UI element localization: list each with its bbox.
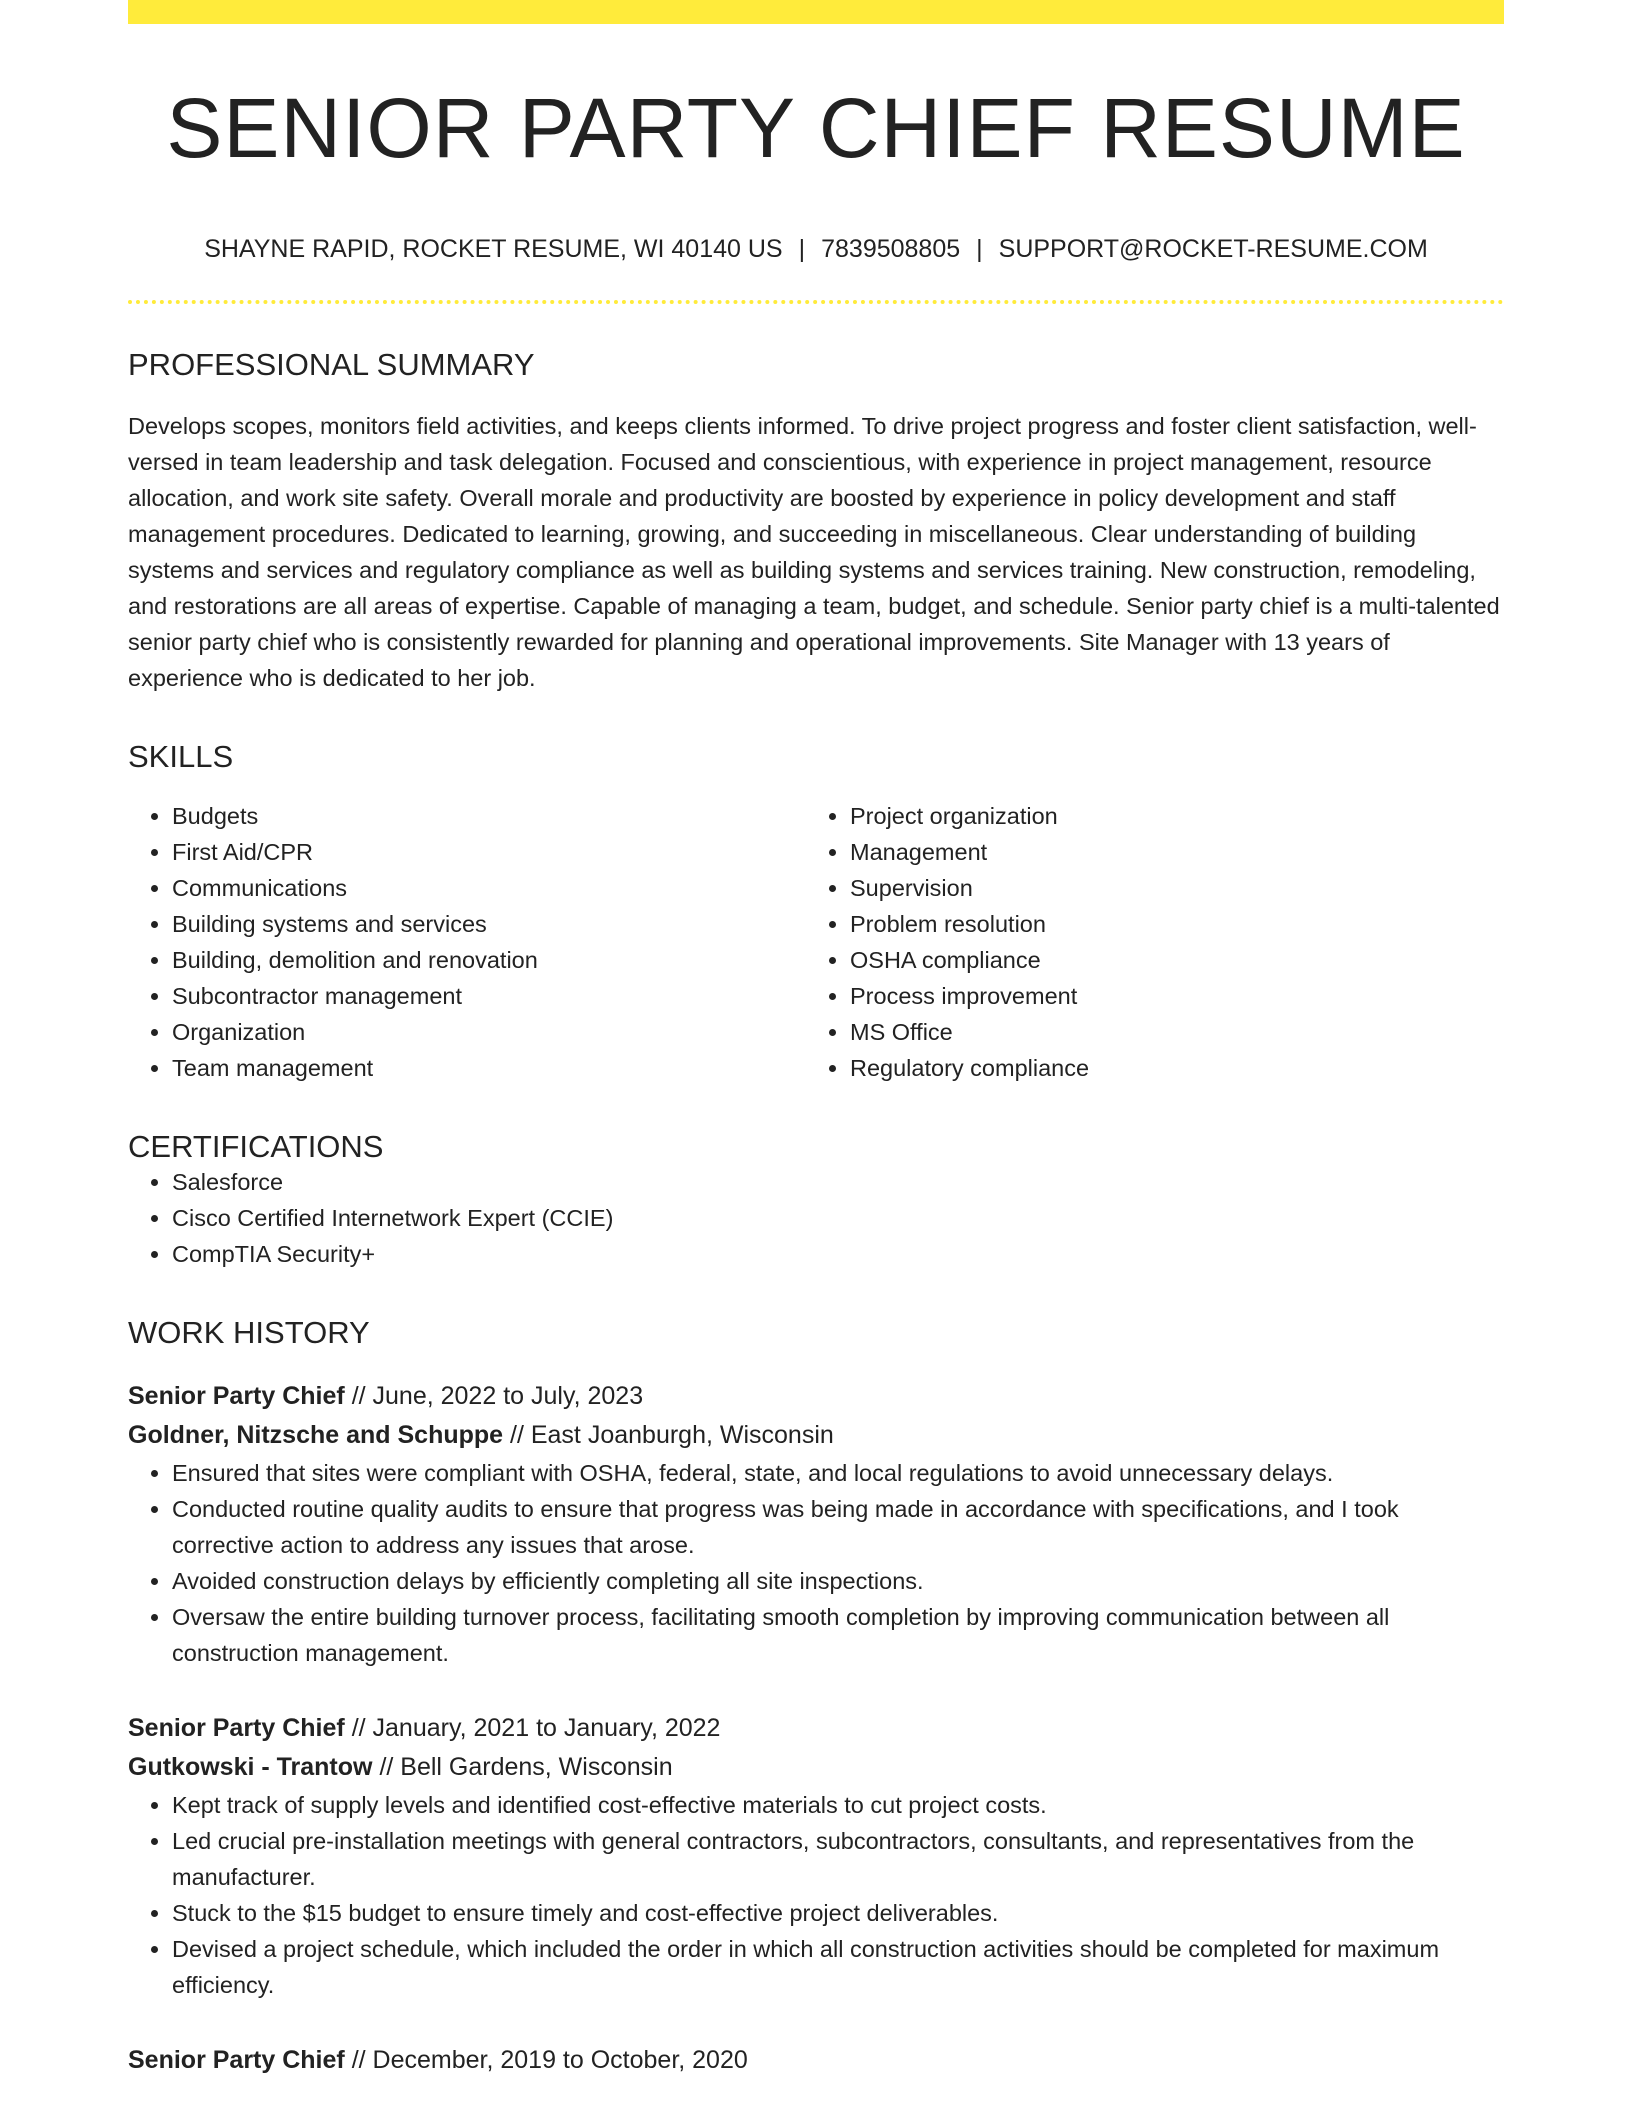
job-company: Goldner, Nitzsche and Schuppe <box>128 1420 504 1449</box>
skill-item: • First Aid/CPR <box>172 834 806 870</box>
job-duty: • Led crucial pre-installation meetings with general contractors, subcontractors, consultants, and representatives from the manufacturer. <box>172 1823 1504 1895</box>
job-title: Senior Party Chief <box>128 1713 345 1742</box>
contact-email: SUPPORT@ROCKET-RESUME.COM <box>998 235 1428 264</box>
contact-separator: | <box>976 235 983 264</box>
job-duties-list <box>128 1455 1504 1671</box>
job-dates: // December, 2019 to October, 2020 <box>351 2045 748 2074</box>
skill-item: • Building systems and services <box>172 906 806 942</box>
job-dates: // June, 2022 to July, 2023 <box>351 1381 644 1410</box>
accent-top-bar <box>128 0 1504 24</box>
job-company-line <box>128 1748 1504 1787</box>
skills-list-right <box>806 798 1484 1086</box>
contact-separator: | <box>798 235 806 264</box>
contact-address: SHAYNE RAPID, ROCKET RESUME, WI 40140 US <box>204 235 783 264</box>
job-title-line <box>128 1377 1504 1416</box>
work-history-heading: WORK HISTORY <box>128 1315 370 1351</box>
job-duty: • Conducted routine quality audits to ensure that progress was being made in accordance with specifications, and I took corrective action to address any issues that arose. <box>172 1491 1504 1563</box>
certification-item: • CompTIA Security+ <box>172 1236 1504 1272</box>
job-title: Senior Party Chief <box>128 2045 345 2074</box>
job-company-line <box>128 1416 1504 1455</box>
resume-title: SENIOR PARTY CHIEF RESUME <box>166 81 1466 175</box>
job-duty: • Kept track of supply levels and identified cost-effective materials to cut project costs. <box>172 1787 1504 1823</box>
job-duty: • Stuck to the $15 budget to ensure timely and cost-effective project deliverables. <box>172 1895 1504 1931</box>
skill-item: • Process improvement <box>850 978 1484 1014</box>
job-location: // Bell Gardens, Wisconsin <box>379 1752 673 1781</box>
job-entry <box>128 2041 1504 2080</box>
dotted-divider <box>128 300 1504 304</box>
skill-item: • Communications <box>172 870 806 906</box>
skill-item: • Project organization <box>850 798 1484 834</box>
job-duty: • Avoided construction delays by efficiently completing all site inspections. <box>172 1563 1504 1599</box>
skills-column-right <box>806 798 1484 1086</box>
certifications-heading: CERTIFICATIONS <box>128 1129 384 1165</box>
skill-item: • MS Office <box>850 1014 1484 1050</box>
skill-item: • Building, demolition and renovation <box>172 942 806 978</box>
skill-item: • Subcontractor management <box>172 978 806 1014</box>
skill-item: • Organization <box>172 1014 806 1050</box>
certifications-list <box>128 1164 1504 1272</box>
skill-item: • Problem resolution <box>850 906 1484 942</box>
skills-column-left <box>128 798 806 1086</box>
certification-item: • Cisco Certified Internetwork Expert (CCIE) <box>172 1200 1504 1236</box>
certification-item: • Salesforce <box>172 1164 1504 1200</box>
job-title: Senior Party Chief <box>128 1381 345 1410</box>
job-dates: // January, 2021 to January, 2022 <box>351 1713 721 1742</box>
skills-list-left <box>128 798 806 1086</box>
skill-item: • Management <box>850 834 1484 870</box>
job-title-line <box>128 1709 1504 1748</box>
job-location: // East Joanburgh, Wisconsin <box>510 1420 834 1449</box>
summary-text: Develops scopes, monitors field activities, and keeps clients informed. To drive project progress and foster client satisfaction, well-versed in team leadership and task delegation. Focused and conscientious, with experience in project management, resource allocation, and work site safety. Overall morale and productivity are boosted by experience in policy development and staff management procedures. Dedicated to learning, growing, and succeeding in miscellaneous. Clear understanding of building systems and services and regulatory compliance as well as building systems and services training. New construction, remodeling, and restorations are all areas of expertise. Capable of managing a team, budget, and schedule. Senior party chief is a multi-talented senior party chief who is consistently rewarded for planning and operational improvements. Site Manager with 13 years of experience who is dedicated to her job. <box>128 413 1500 692</box>
skill-item: • Supervision <box>850 870 1484 906</box>
job-duties-list <box>128 1787 1504 2003</box>
skill-item: • Regulatory compliance <box>850 1050 1484 1086</box>
job-title-line <box>128 2041 1504 2080</box>
job-duty: • Ensured that sites were compliant with OSHA, federal, state, and local regulations to avoid unnecessary delays. <box>172 1455 1504 1491</box>
job-duty: • Devised a project schedule, which included the order in which all construction activities should be completed for maximum efficiency. <box>172 1931 1504 2003</box>
summary-heading: PROFESSIONAL SUMMARY <box>128 347 535 383</box>
resume-page <box>128 0 1504 2080</box>
job-entry <box>128 1709 1504 2003</box>
contact-phone: 7839508805 <box>821 235 961 264</box>
skills-heading: SKILLS <box>128 739 234 775</box>
job-duty: • Oversaw the entire building turnover process, facilitating smooth completion by improving communication between all construction management. <box>172 1599 1504 1671</box>
contact-line <box>128 234 1504 264</box>
skill-item: • Team management <box>172 1050 806 1086</box>
skill-item: • OSHA compliance <box>850 942 1484 978</box>
skill-item: • Budgets <box>172 798 806 834</box>
skills-grid <box>128 798 1504 1086</box>
job-entry <box>128 1377 1504 1671</box>
job-company: Gutkowski - Trantow <box>128 1752 373 1781</box>
